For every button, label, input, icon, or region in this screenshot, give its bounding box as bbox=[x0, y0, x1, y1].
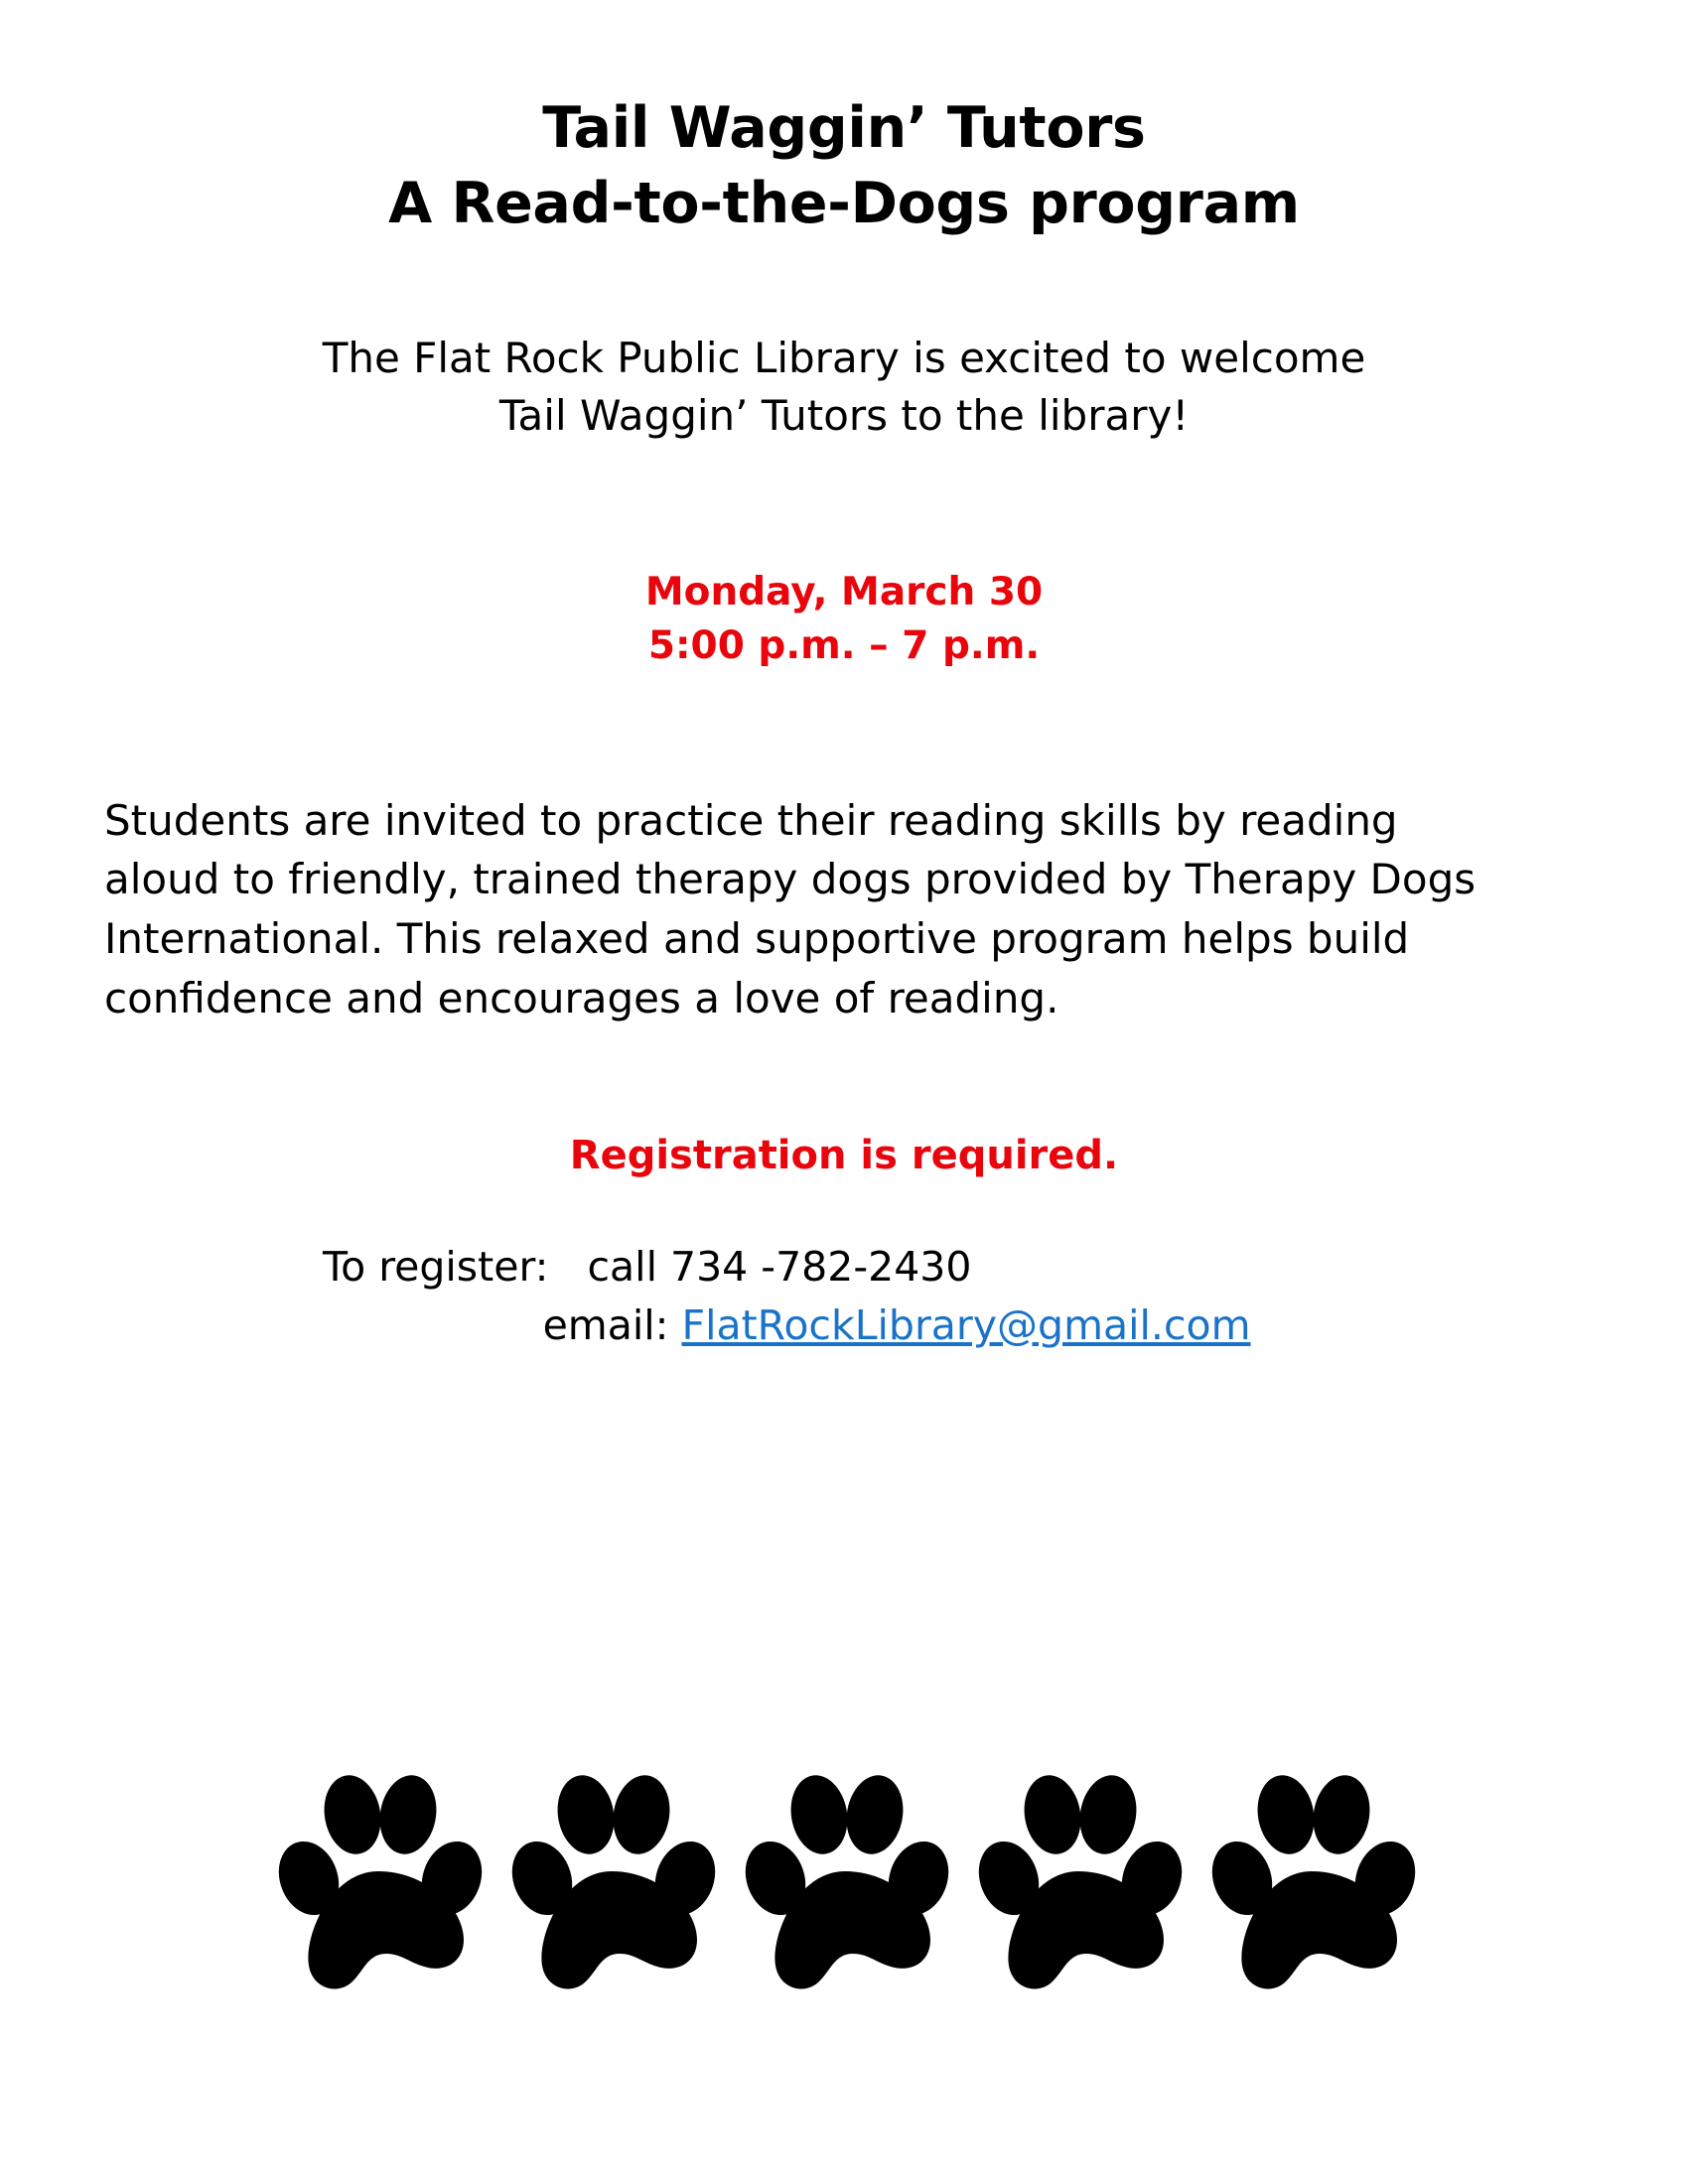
contact-info bbox=[99, 1238, 1589, 1355]
intro-line-1: The Flat Rock Public Library is excited to welcome bbox=[322, 333, 1366, 382]
paw-print-icon bbox=[736, 1757, 952, 2005]
registration-notice-text: Registration is required. bbox=[569, 1133, 1119, 1179]
paw-print-icon bbox=[269, 1757, 486, 2005]
paw-print-icon bbox=[502, 1757, 719, 2005]
title-line-2: A Read-to-the-Dogs program bbox=[388, 170, 1300, 236]
title-line-1: Tail Waggin’ Tutors bbox=[542, 95, 1146, 161]
email-label: email: bbox=[542, 1301, 669, 1350]
paw-print-row bbox=[0, 1757, 1688, 2005]
description-block bbox=[99, 791, 1589, 1028]
intro-text bbox=[99, 330, 1589, 445]
register-label: To register: bbox=[323, 1243, 549, 1292]
contact-row-email bbox=[323, 1297, 1589, 1355]
event-datetime bbox=[99, 566, 1589, 674]
contact-row-phone bbox=[323, 1238, 1589, 1297]
registration-notice bbox=[99, 1133, 1589, 1178]
email-address-link[interactable]: FlatRockLibrary@gmail.com bbox=[681, 1301, 1251, 1350]
description-paragraph: Students are invited to practice their reading skills by reading aloud to friendly, trained therapy dogs provided by Therapy Dogs International. This relaxed and supportive program helps build confidence and encourages a love of reading. bbox=[104, 795, 1477, 1023]
page-title bbox=[99, 0, 1589, 242]
event-date: Monday, March 30 bbox=[644, 569, 1044, 614]
paw-print-icon bbox=[1202, 1757, 1419, 2005]
paw-print-icon bbox=[969, 1757, 1186, 2005]
event-time: 5:00 p.m. – 7 p.m. bbox=[647, 623, 1041, 669]
intro-line-2: Tail Waggin’ Tutors to the library! bbox=[498, 390, 1190, 440]
phone-number: call 734 -782-2430 bbox=[587, 1243, 972, 1292]
